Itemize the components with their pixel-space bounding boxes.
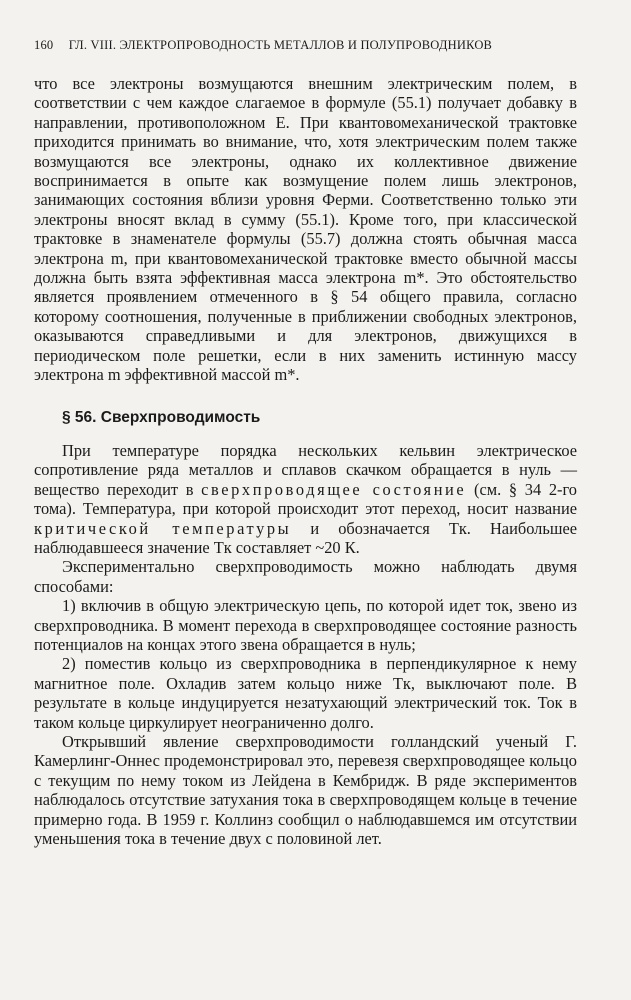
page-number: 160 <box>34 38 54 52</box>
section-heading: § 56. Сверхпроводимость <box>62 408 261 426</box>
paragraph-intro <box>34 441 577 557</box>
term-superconducting-state: сверхпроводящее состояние <box>201 479 467 499</box>
intro-text-b: (см. § 34 2-го тома). Температура, при которой происходит этот переход, носит название <box>34 479 577 519</box>
page-body <box>34 74 577 848</box>
list-item-1: 1) включив в общую электрическую цепь, по которой идет ток, звено из сверхпроводника. В момент перехода в сверхпроводящее состояние разность потенциалов на концах этого звена обращается в нуль; <box>34 596 577 654</box>
intro-text-a: При температуре порядка нескольких кельвин электрическое сопротивление ряда металлов и сплавов скачком обращается в нуль — вещество переходит в <box>34 440 577 499</box>
paragraph-continuation: что все электроны возмущаются внешним электрическим полем, в соответствии с чем каждое слагаемое в формуле (55.1) получает добавку в направлении, противоположном E. При квантовомеханической трактовке приходится принимать во внимание, что, хотя электрическим полем также возмущаются все электроны, однако их коллективное движение воспринимается в опыте как возмущение полем лишь электронов, занимающих состояния вблизи уровня Ферми. Соответственно только эти электроны вносят вклад в сумму (55.1). Кроме того, при классической трактовке в знаменателе формулы (55.7) должна стоять обычная масса электрона m, при квантовомеханической трактовке вместо обычной массы должна быть взята эффективная масса электрона m*. Это обстоятельство является проявлением отмеченного в § 54 общего правила, согласно которому соотношения, полученные в приближении свободных электронов, оказываются справедливыми и для электронов, движущихся в периодическом поле решетки, если в них заменить истинную массу электрона m эффективной массой m*. <box>34 74 577 385</box>
term-critical-temperature: критической температуры <box>34 518 292 538</box>
paragraph-methods: Экспериментально сверхпроводимость можно наблюдать двумя способами: <box>34 557 577 596</box>
list-item-2: 2) поместив кольцо из сверхпроводника в перпендикулярное к нему магнитное поле. Охладив затем кольцо ниже Tк, выключают поле. В результате в кольце индуцируется незатухающий электрический ток. Ток в таком кольце циркулирует неограниченно долго. <box>34 654 577 732</box>
running-title: ГЛ. VIII. ЭЛЕКТРОПРОВОДНОСТЬ МЕТАЛЛОВ И ПОЛУПРОВОДНИКОВ <box>68 38 493 52</box>
intro-text-c: и обозначается Tк. Наибольшее наблюдавшееся значение Tк составляет ~20 К. <box>34 518 577 557</box>
running-header <box>34 38 604 53</box>
paragraph-history: Открывший явление сверхпроводимости голландский ученый Г. Камерлинг-Оннес продемонстрировал это, перевезя сверхпроводящее кольцо с текущим по нему током из Лейдена в Кембридж. В ряде экспериментов наблюдалось отсутствие затухания тока в сверхпроводящем кольце в течение примерно года. В 1959 г. Коллинз сообщил о наблюдавшемся им отсутствии уменьшения тока в течение двух с половиной лет. <box>34 732 577 849</box>
